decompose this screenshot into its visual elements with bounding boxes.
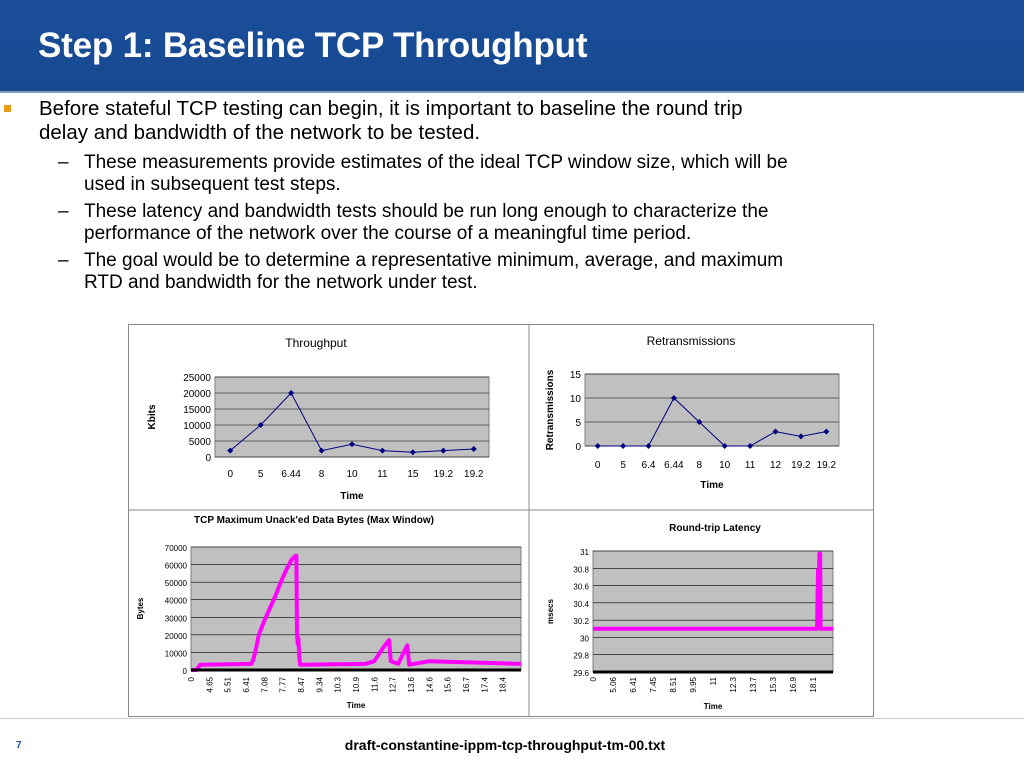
main-bullet-line-1: Before stateful TCP testing can begin, it is important to baseline the round trip <box>39 97 743 120</box>
x-tick-label: 0 <box>594 460 601 471</box>
x-tick-label: 5 <box>257 469 264 480</box>
sub-bullet-1-line-2: used in subsequent test steps. <box>84 174 341 195</box>
chart-title: Throughput <box>285 336 347 350</box>
x-tick-label: 0 <box>187 677 196 682</box>
square-bullet-icon <box>4 105 11 112</box>
x-tick-label: 12.3 <box>729 677 738 693</box>
sub-bullet-3-line-1: The goal would be to determine a representative minimum, average, and maximum <box>84 250 784 271</box>
title-divider <box>0 91 1024 93</box>
dash-marker: – <box>58 152 69 173</box>
y-tick-label: 29.6 <box>573 669 589 678</box>
y-tick-label: 15000 <box>183 405 211 416</box>
charts-figure <box>128 324 874 717</box>
y-axis-label: Kbits <box>147 404 158 430</box>
x-tick-label: 19.2 <box>433 469 454 480</box>
chart-title: Retransmissions <box>646 334 736 348</box>
throughput-chart <box>147 336 489 502</box>
x-tick-label: 11.6 <box>370 677 380 692</box>
x-tick-label: 13.7 <box>749 677 758 693</box>
x-tick-label: 6.41 <box>629 677 638 693</box>
y-tick-label: 0 <box>205 453 211 464</box>
x-tick-label: 14.6 <box>425 677 435 693</box>
x-tick-label: 5 <box>620 460 626 471</box>
main-bullet-line-2: delay and bandwidth of the network to be tested. <box>39 121 481 144</box>
x-tick-label: 10 <box>719 460 731 471</box>
x-tick-label: 6.4 <box>641 460 656 471</box>
x-axis-label: Time <box>703 702 723 711</box>
y-tick-label: 40000 <box>164 596 187 606</box>
y-tick-label: 50000 <box>164 579 187 589</box>
latency-plot-area <box>593 551 833 672</box>
x-tick-label: 5.06 <box>609 677 618 693</box>
x-tick-label: 5.51 <box>223 677 233 693</box>
slide-title: Step 1: Baseline TCP Throughput <box>38 26 588 65</box>
dash-marker: – <box>58 250 69 271</box>
x-tick-label: 7.77 <box>278 677 288 693</box>
y-tick-label: 30.4 <box>573 599 589 609</box>
y-tick-label: 10 <box>569 394 581 405</box>
y-tick-label: 10000 <box>183 421 211 432</box>
x-axis-label: Time <box>340 491 364 502</box>
x-tick-label: 6.44 <box>281 469 301 480</box>
x-tick-label: 11 <box>709 677 718 686</box>
x-tick-label: 8 <box>696 460 703 471</box>
y-tick-label: 10000 <box>164 649 187 659</box>
charts-svg <box>129 325 873 716</box>
page-number: 7 <box>16 740 22 751</box>
sub-bullet-3-line-2: RTD and bandwidth for the network under test. <box>84 272 478 293</box>
x-tick-label: 8.51 <box>669 677 678 693</box>
x-tick-label: 7.08 <box>260 677 270 693</box>
x-tick-label: 4.65 <box>205 677 215 693</box>
x-tick-label: 8.47 <box>297 677 306 693</box>
y-tick-label: 29.8 <box>573 651 589 661</box>
sub-bullet-1-line-1: These measurements provide estimates of the ideal TCP window size, which will be <box>84 152 788 173</box>
y-tick-label: 0 <box>182 667 187 676</box>
x-tick-label: 18.1 <box>809 677 818 693</box>
max-window-plot-area <box>191 547 521 670</box>
x-axis-label: Time <box>700 480 724 491</box>
chart-title: Round-trip Latency <box>669 523 761 534</box>
y-tick-label: 5 <box>575 418 581 429</box>
x-tick-label: 9.34 <box>315 677 325 693</box>
retransmissions-chart <box>545 334 839 491</box>
x-tick-label: 6.44 <box>664 460 684 471</box>
x-tick-label: 19.2 <box>816 460 837 471</box>
x-tick-label: 19.2 <box>791 460 811 471</box>
y-tick-label: 30 <box>580 634 589 644</box>
latency-chart <box>546 523 833 711</box>
title-bar <box>0 0 1024 91</box>
x-tick-label: 12 <box>769 460 782 471</box>
x-tick-label: 8 <box>318 469 325 480</box>
x-tick-label: 0 <box>589 677 598 682</box>
y-tick-label: 0 <box>575 442 581 453</box>
y-tick-label: 60000 <box>164 561 187 571</box>
x-tick-label: 10 <box>346 469 358 480</box>
footer-text: draft-constantine-ippm-tcp-throughput-tm-00.txt <box>344 737 666 753</box>
x-tick-label: 18.4 <box>498 677 508 693</box>
y-axis-label: msecs <box>546 599 555 624</box>
x-tick-label: 6.41 <box>242 677 251 693</box>
x-tick-label: 17.4 <box>480 677 490 693</box>
x-tick-label: 15.3 <box>769 677 778 693</box>
x-tick-label: 7.45 <box>649 677 658 693</box>
y-axis-label: Retransmissions <box>545 369 556 451</box>
x-tick-label: 13.6 <box>407 677 416 693</box>
x-tick-label: 15.6 <box>443 677 453 693</box>
y-axis-label: Bytes <box>136 597 145 620</box>
x-tick-label: 11 <box>744 460 756 471</box>
chart-title: TCP Maximum Unack'ed Data Bytes (Max Window) <box>194 515 434 526</box>
y-tick-label: 20000 <box>183 389 211 400</box>
y-tick-label: 5000 <box>188 437 211 448</box>
y-tick-label: 20000 <box>164 631 187 641</box>
y-tick-label: 25000 <box>183 373 211 384</box>
y-tick-label: 30.2 <box>573 617 589 627</box>
sub-bullet-2-line-1: These latency and bandwidth tests should be run long enough to characterize the <box>84 201 769 222</box>
footer-divider <box>0 718 1024 719</box>
x-tick-label: 12.7 <box>388 677 398 693</box>
x-tick-label: 15 <box>407 469 419 480</box>
max-window-chart <box>136 515 521 710</box>
x-tick-label: 16.7 <box>462 677 471 693</box>
x-tick-label: 11 <box>377 469 388 480</box>
x-tick-label: 9.95 <box>689 677 698 693</box>
dash-marker: – <box>58 201 69 222</box>
x-tick-label: 10.9 <box>352 677 361 693</box>
y-tick-label: 15 <box>569 370 581 381</box>
y-tick-label: 30000 <box>164 614 187 624</box>
x-tick-label: 19.2 <box>464 469 484 480</box>
y-tick-label: 30.6 <box>573 582 589 592</box>
x-tick-label: 0 <box>227 469 234 480</box>
x-tick-label: 16.9 <box>789 677 798 693</box>
x-tick-label: 10.3 <box>333 677 343 693</box>
sub-bullet-2-line-2: performance of the network over the course of a meaningful time period. <box>84 223 692 244</box>
y-tick-label: 31 <box>580 548 589 557</box>
x-axis-label: Time <box>346 701 366 710</box>
y-tick-label: 70000 <box>164 544 187 553</box>
y-tick-label: 30.8 <box>573 565 589 575</box>
